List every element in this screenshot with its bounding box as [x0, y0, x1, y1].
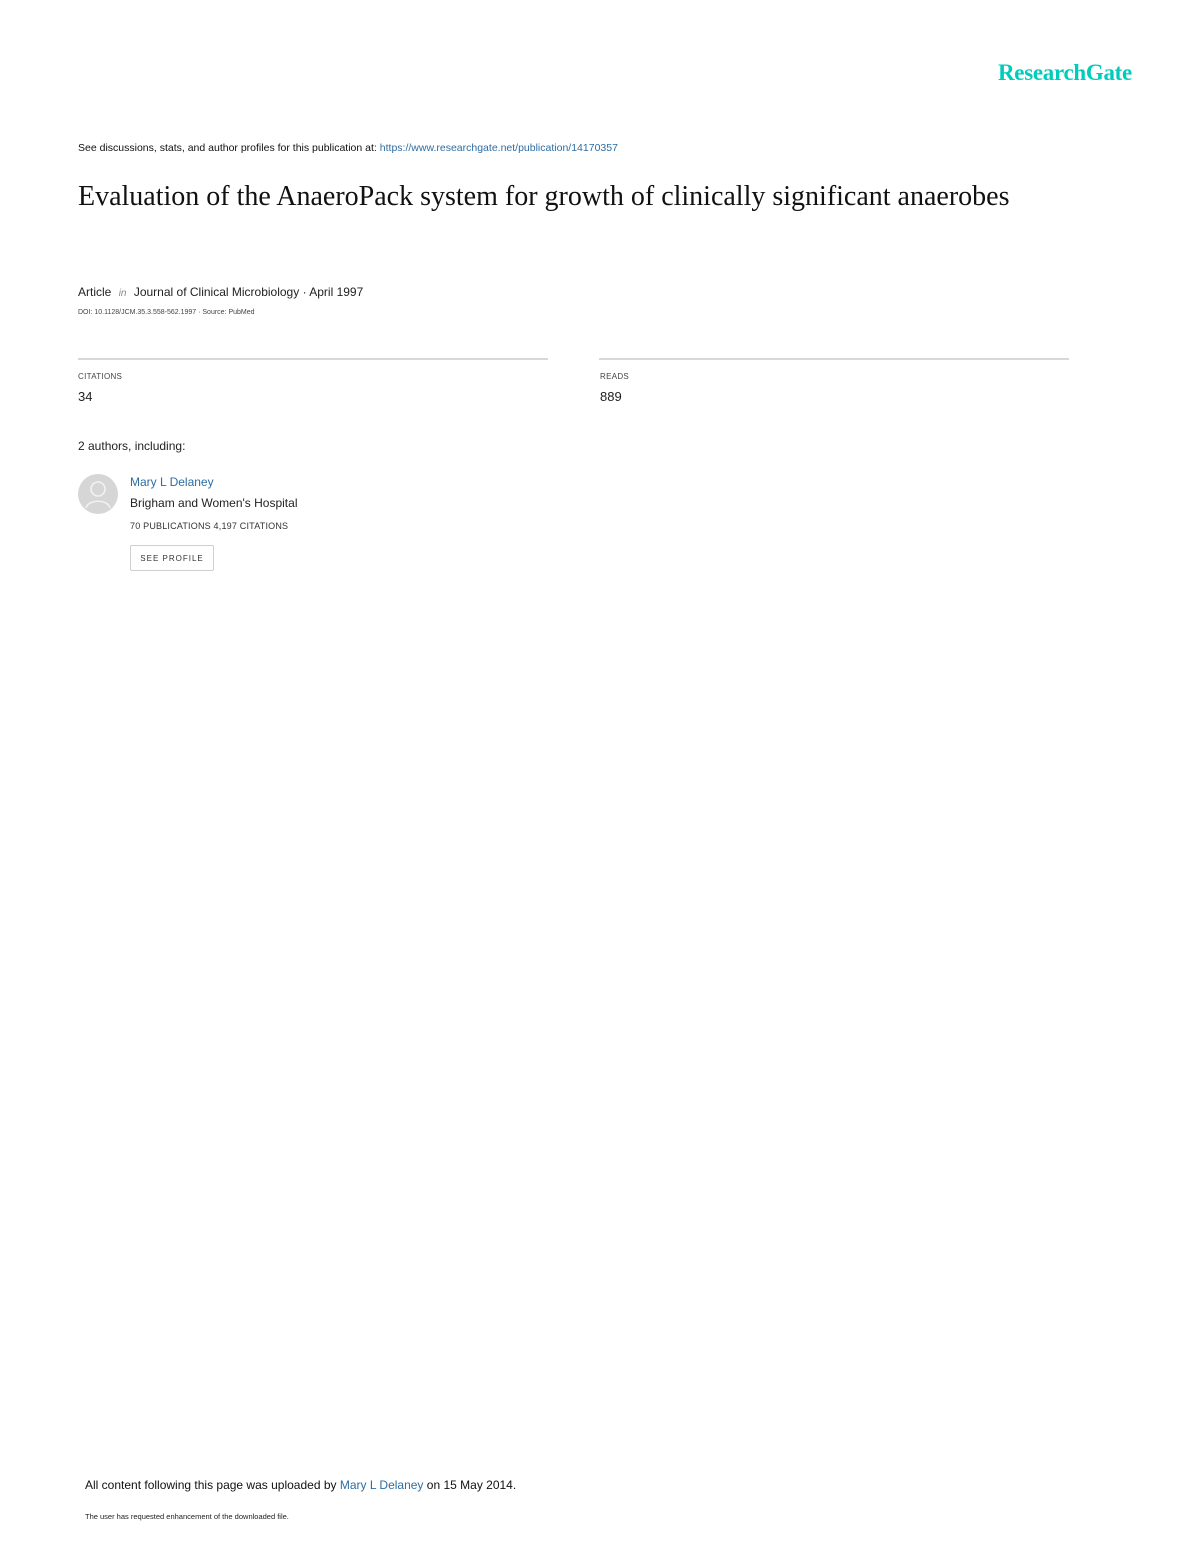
researchgate-logo[interactable]: ResearchGate [998, 60, 1132, 85]
see-prefix: See discussions, stats, and author profiles for this publication at: [78, 142, 377, 154]
page-title: Evaluation of the AnaeroPack system for growth of clinically significant anaerobes [78, 181, 1010, 212]
upload-note [85, 1478, 516, 1492]
user-silhouette-icon [78, 474, 118, 514]
enhancement-note: The user has requested enhancement of the downloaded file. [85, 1512, 289, 1521]
article-type: Article [78, 285, 112, 299]
citations-label: CITATIONS [78, 372, 123, 381]
publication-url-link[interactable]: https://www.researchgate.net/publication/14170357 [379, 142, 618, 154]
citations-divider [78, 358, 548, 360]
author-institution: Brigham and Women's Hospital [130, 496, 298, 510]
uploader-link[interactable]: Mary L Delaney [339, 1478, 424, 1492]
see-profile-button[interactable]: SEE PROFILE [130, 545, 214, 571]
author-name-link[interactable]: Mary L Delaney [130, 475, 214, 489]
avatar[interactable] [78, 474, 118, 514]
article-meta [78, 285, 363, 299]
reads-divider [599, 358, 1069, 360]
journal-date: Journal of Clinical Microbiology · April 1997 [133, 285, 364, 299]
reads-value: 889 [600, 389, 622, 404]
in-label: in [118, 288, 127, 299]
authors-heading: 2 authors, including: [78, 439, 186, 453]
doi-source: DOI: 10.1128/JCM.35.3.558-562.1997 · Source: PubMed [78, 309, 255, 316]
author-stats: 70 PUBLICATIONS 4,197 CITATIONS [130, 521, 289, 531]
citations-value: 34 [78, 389, 93, 404]
upload-suffix: on 15 May 2014. [426, 1478, 517, 1492]
upload-prefix: All content following this page was uploaded by [85, 1478, 337, 1492]
reads-label: READS [600, 372, 630, 381]
discussion-link-line [78, 142, 618, 154]
